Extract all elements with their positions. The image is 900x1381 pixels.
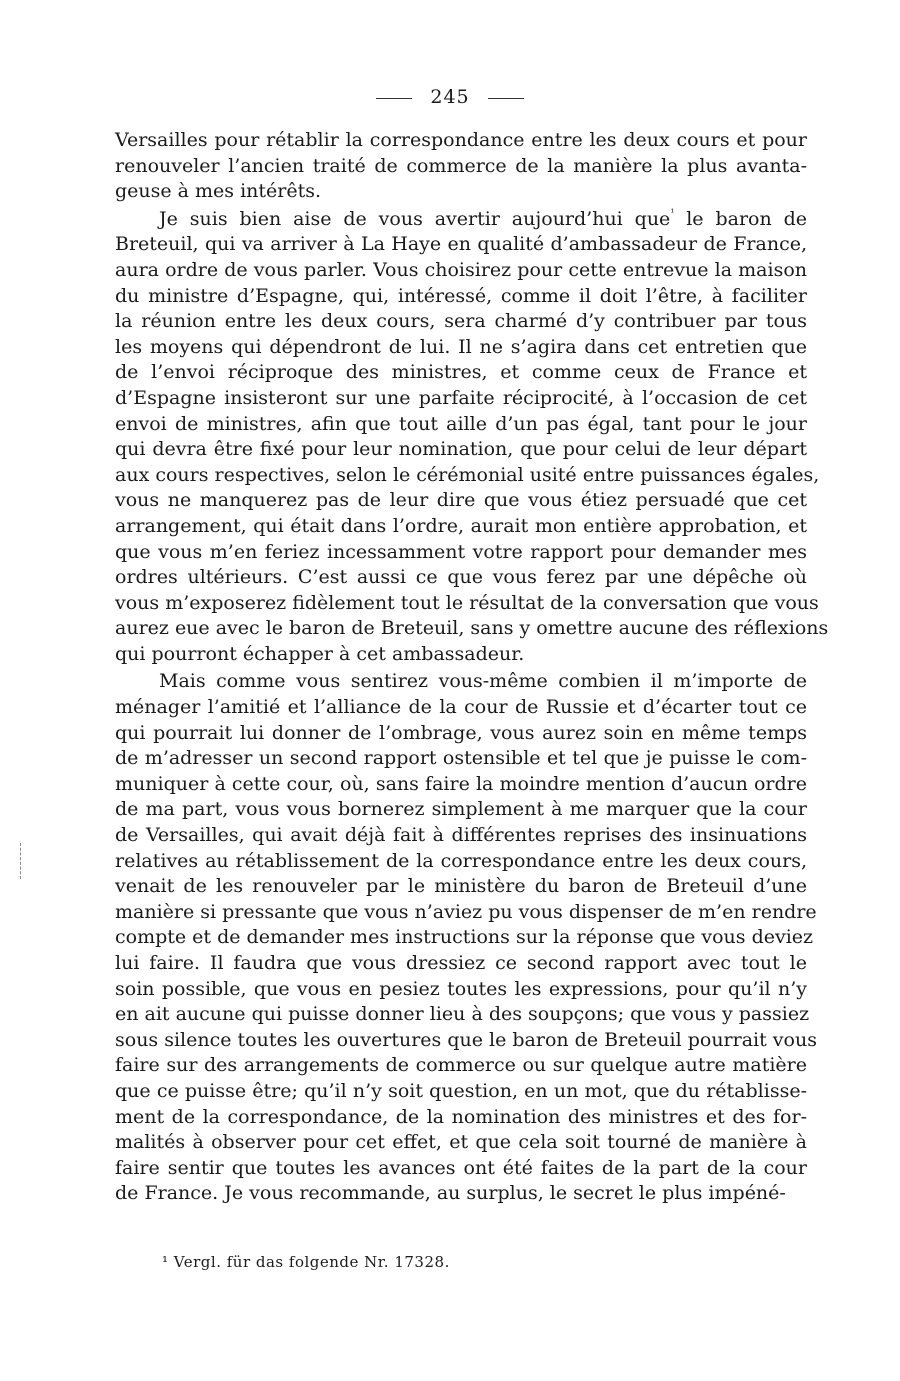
body-text	[115, 128, 829, 1209]
text-line: ordres ultérieurs. C’est aussi ce que vous ferez par une dépêche où	[115, 566, 807, 589]
text-line: de Versailles, qui avait déjà fait à différentes reprises des insinuations	[115, 824, 807, 847]
text-line: que vous m’en feriez incessamment votre rapport pour demander mes	[115, 540, 807, 563]
text-line: de m’adresser un second rapport ostensible et tel que je puisse le com-	[115, 747, 807, 770]
text-line: geuse à mes intérêts.	[115, 180, 322, 203]
text-line: malités à observer pour cet effet, et que cela soit tourné de manière à	[115, 1131, 807, 1154]
text-line: de ma part, vous vous bornerez simplement à me marquer que la cour	[115, 798, 807, 821]
text-line: Versailles pour rétablir la correspondance entre les deux cours et pour	[115, 129, 807, 151]
text-line: ménager l’amitié et l’alliance de la cour de Russie et d’écarter tout ce	[115, 696, 807, 719]
text-line: qui pourrait lui donner de l’ombrage, vous aurez soin en même temps	[115, 721, 807, 744]
footnote-marker: ¹	[162, 1253, 169, 1271]
text-line: envoi de ministres, afin que tout aille d’un pas égal, tant pour le jour	[115, 412, 807, 435]
text-line: qui devra être fixé pour leur nomination, que pour celui de leur départ	[115, 438, 807, 461]
text-line: relatives au rétablissement de la correspondance entre les deux cours,	[115, 849, 807, 872]
text-line: la réunion entre les deux cours, sera charmé d’y contribuer par tous	[115, 310, 807, 333]
page-header	[0, 86, 900, 108]
text-segment: le baron de	[686, 207, 807, 230]
header-dash-left	[376, 98, 412, 99]
text-line: du ministre d’Espagne, qui, intéressé, comme il doit l’être, à faciliter	[115, 284, 807, 307]
text-segment: Je suis bien aise de vous avertir aujourd’hui que	[159, 207, 671, 230]
text-line: Mais comme vous sentirez vous-même combien il m’importe de	[159, 670, 807, 693]
paragraph	[115, 669, 817, 1206]
text-line: venait de les renouveler par le ministère du baron de Breteuil d’une	[115, 875, 807, 898]
text-line: Breteuil, qui va arriver à La Haye en qualité d’ambassadeur de France,	[115, 233, 807, 256]
text-line: aux cours respectives, selon le cérémonial usité entre puissances égales,	[115, 463, 820, 486]
text-line: faire sur des arrangements de commerce ou sur quelque autre matière	[115, 1054, 807, 1077]
text-line: sous silence toutes les ouvertures que le baron de Breteuil pourrait vous	[115, 1028, 817, 1051]
text-line: en ait aucune qui puisse donner lieu à des soupçons; que vous y passiez	[115, 1003, 810, 1026]
text-line: d’Espagne insisteront sur une parfaite réciprocité, à l’occasion de cet	[115, 386, 807, 409]
margin-mark	[20, 843, 22, 879]
text-line: les moyens qui dépendront de lui. Il ne s’agira dans cet entretien que	[115, 335, 807, 358]
text-line: aurez eue avec le baron de Breteuil, sans y omettre aucune des réflexions	[115, 617, 829, 640]
text-line: lui faire. Il faudra que vous dressiez ce second rapport avec tout le	[115, 952, 807, 974]
text-line: manière si pressante que vous n’aviez pu vous dispenser de m’en rendre	[115, 900, 817, 923]
text-line: arrangement, qui était dans l’ordre, aurait mon entière approbation, et	[115, 514, 807, 537]
paragraph	[115, 128, 807, 205]
page-number: 245	[430, 86, 470, 108]
footnote	[162, 1253, 450, 1271]
text-line: muniquer à cette cour, où, sans faire la moindre mention d’aucun ordre	[115, 772, 807, 795]
text-line: renouveler l’ancien traité de commerce de la manière la plus avanta-	[115, 154, 807, 177]
text-line	[115, 207, 807, 233]
text-line: aura ordre de vous parler. Vous choisirez pour cette entrevue la maison	[115, 258, 807, 281]
text-line: ment de la correspondance, de la nomination des ministres et des for-	[115, 1105, 807, 1128]
paragraph	[115, 207, 829, 668]
text-line: compte et de demander mes instructions sur la réponse que vous deviez	[115, 926, 814, 949]
footnote-text: Vergl. für das folgende Nr. 17328.	[173, 1253, 450, 1271]
text-line: de France. Je vous recommande, au surplus, le secret le plus impéné-	[115, 1182, 786, 1205]
text-line: faire sentir que toutes les avances ont été faites de la part de la cour	[115, 1156, 807, 1179]
text-line: soin possible, que vous en pesiez toutes les expressions, pour qu’il n’y	[115, 977, 807, 1000]
text-line: qui pourront échapper à cet ambassadeur.	[115, 642, 525, 665]
text-line: vous ne manquerez pas de leur dire que vous étiez persuadé que cet	[115, 489, 807, 512]
text-line: que ce puisse être; qu’il n’y soit question, en un mot, que du rétablisse-	[115, 1079, 807, 1102]
footnote-reference[interactable]: ¹	[670, 207, 675, 219]
header-dash-right	[488, 98, 524, 99]
text-line: de l’envoi réciproque des ministres, et comme ceux de France et	[115, 361, 807, 384]
text-line: vous m’exposerez fidèlement tout le résultat de la conversation que vous	[115, 591, 819, 614]
